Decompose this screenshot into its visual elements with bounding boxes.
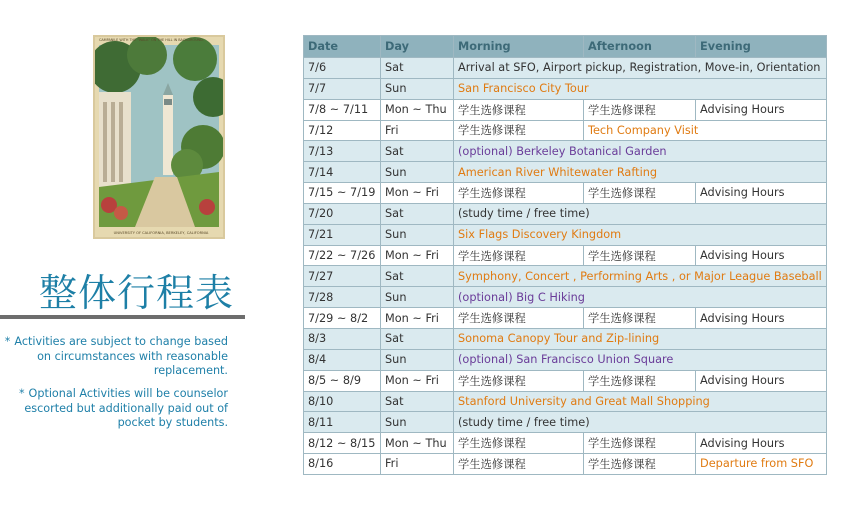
page-title: 整体行程表: [39, 271, 235, 315]
table-row: [304, 120, 827, 141]
date-cell: 8/10: [304, 391, 381, 412]
date-cell: 7/22 ~ 7/26: [304, 245, 381, 266]
date-cell: 7/20: [304, 203, 381, 224]
morning-cell: 学生选修课程: [454, 245, 584, 266]
bullet-star-icon: *: [4, 335, 11, 348]
table-row: [304, 433, 827, 454]
morning-cell: 学生选修课程: [454, 370, 584, 391]
day-cell: Sat: [381, 58, 454, 79]
date-cell: 7/21: [304, 224, 381, 245]
afternoon-cell: 学生选修课程: [584, 433, 696, 454]
table-row: [304, 370, 827, 391]
evening-cell: Advising Hours: [696, 183, 827, 204]
date-cell: 8/5 ~ 8/9: [304, 370, 381, 391]
day-cell: Sun: [381, 412, 454, 433]
activity-cell: (optional) San Francisco Union Square: [454, 349, 827, 370]
date-cell: 7/29 ~ 8/2: [304, 308, 381, 329]
schedule-table: [303, 35, 827, 475]
afternoon-cell: 学生选修课程: [584, 454, 696, 475]
day-cell: Mon ~ Fri: [381, 308, 454, 329]
evening-cell: Departure from SFO: [696, 454, 827, 475]
evening-cell: Advising Hours: [696, 245, 827, 266]
postcard-caption-bottom: UNIVERSITY OF CALIFORNIA, BERKELEY, CALIFORNIA: [113, 231, 209, 235]
activity-cell: American River Whitewater Rafting: [454, 162, 827, 183]
afternoon-cell: Tech Company Visit: [584, 120, 827, 141]
afternoon-cell: 学生选修课程: [584, 183, 696, 204]
table-row: [304, 245, 827, 266]
header-day: Day: [381, 36, 454, 58]
activity-cell: Arrival at SFO, Airport pickup, Registration, Move-in, Orientation: [454, 58, 827, 79]
day-cell: Mon ~ Fri: [381, 183, 454, 204]
day-cell: Fri: [381, 120, 454, 141]
activity-cell: (study time / free time): [454, 412, 827, 433]
header-morning: Morning: [454, 36, 584, 58]
date-cell: 7/28: [304, 287, 381, 308]
date-cell: 7/8 ~ 7/11: [304, 99, 381, 120]
header-afternoon: Afternoon: [584, 36, 696, 58]
postcard-caption-top: CAMPANILE WITH THE "WALK" ON THE HILL IN BACKGROUND.: [99, 38, 204, 42]
date-cell: 7/27: [304, 266, 381, 287]
afternoon-cell: 学生选修课程: [584, 308, 696, 329]
header-date: Date: [304, 36, 381, 58]
date-cell: 8/16: [304, 454, 381, 475]
table-row: [304, 391, 827, 412]
table-row: [304, 266, 827, 287]
table-row: [304, 412, 827, 433]
title-divider: [0, 315, 245, 319]
day-cell: Fri: [381, 454, 454, 475]
date-cell: 7/6: [304, 58, 381, 79]
day-cell: Mon ~ Thu: [381, 433, 454, 454]
day-cell: Sun: [381, 349, 454, 370]
morning-cell: 学生选修课程: [454, 183, 584, 204]
activity-cell: Six Flags Discovery Kingdom: [454, 224, 827, 245]
activity-cell: Stanford University and Great Mall Shopping: [454, 391, 827, 412]
date-cell: 7/13: [304, 141, 381, 162]
note-text: Optional Activities will be counselor escorted but additionally paid out of pocket by students.: [24, 387, 228, 429]
morning-cell: 学生选修课程: [454, 120, 584, 141]
table-row: [304, 203, 827, 224]
day-cell: Sat: [381, 328, 454, 349]
morning-cell: 学生选修课程: [454, 454, 584, 475]
date-cell: 7/12: [304, 120, 381, 141]
date-cell: 8/11: [304, 412, 381, 433]
day-cell: Sun: [381, 287, 454, 308]
evening-cell: Advising Hours: [696, 99, 827, 120]
morning-cell: 学生选修课程: [454, 433, 584, 454]
note-optional-activities: [0, 387, 228, 431]
day-cell: Sun: [381, 224, 454, 245]
day-cell: Mon ~ Thu: [381, 99, 454, 120]
date-cell: 8/12 ~ 8/15: [304, 433, 381, 454]
day-cell: Sun: [381, 162, 454, 183]
day-cell: Sat: [381, 391, 454, 412]
day-cell: Mon ~ Fri: [381, 245, 454, 266]
table-row: [304, 78, 827, 99]
evening-cell: Advising Hours: [696, 308, 827, 329]
activity-cell: Sonoma Canopy Tour and Zip-lining: [454, 328, 827, 349]
evening-cell: Advising Hours: [696, 433, 827, 454]
day-cell: Sat: [381, 266, 454, 287]
bullet-star-icon: *: [18, 387, 25, 400]
date-cell: 8/4: [304, 349, 381, 370]
note-text: Activities are subject to change based on circumstances with reasonable replacement.: [14, 335, 228, 377]
note-change-policy: [0, 335, 228, 379]
activity-cell: (study time / free time): [454, 203, 827, 224]
table-header-row: [304, 36, 827, 58]
table-row: [304, 162, 827, 183]
table-row: [304, 349, 827, 370]
afternoon-cell: 学生选修课程: [584, 99, 696, 120]
morning-cell: 学生选修课程: [454, 308, 584, 329]
table-row: [304, 454, 827, 475]
activity-cell: San Francisco City Tour: [454, 78, 827, 99]
date-cell: 7/14: [304, 162, 381, 183]
activity-cell: Symphony, Concert , Performing Arts , or Major League Baseball: [454, 266, 827, 287]
date-cell: 7/15 ~ 7/19: [304, 183, 381, 204]
date-cell: 8/3: [304, 328, 381, 349]
header-evening: Evening: [696, 36, 827, 58]
day-cell: Sat: [381, 141, 454, 162]
evening-cell: Advising Hours: [696, 370, 827, 391]
table-row: [304, 287, 827, 308]
table-row: [304, 99, 827, 120]
morning-cell: 学生选修课程: [454, 99, 584, 120]
day-cell: Sun: [381, 78, 454, 99]
afternoon-cell: 学生选修课程: [584, 245, 696, 266]
table-row: [304, 183, 827, 204]
table-row: [304, 308, 827, 329]
date-cell: 7/7: [304, 78, 381, 99]
day-cell: Sat: [381, 203, 454, 224]
afternoon-cell: 学生选修课程: [584, 370, 696, 391]
activity-cell: (optional) Berkeley Botanical Garden: [454, 141, 827, 162]
campanile-postcard-image: [93, 35, 225, 239]
table-row: [304, 141, 827, 162]
table-row: [304, 224, 827, 245]
activity-cell: (optional) Big C Hiking: [454, 287, 827, 308]
table-row: [304, 328, 827, 349]
day-cell: Mon ~ Fri: [381, 370, 454, 391]
table-row: [304, 58, 827, 79]
